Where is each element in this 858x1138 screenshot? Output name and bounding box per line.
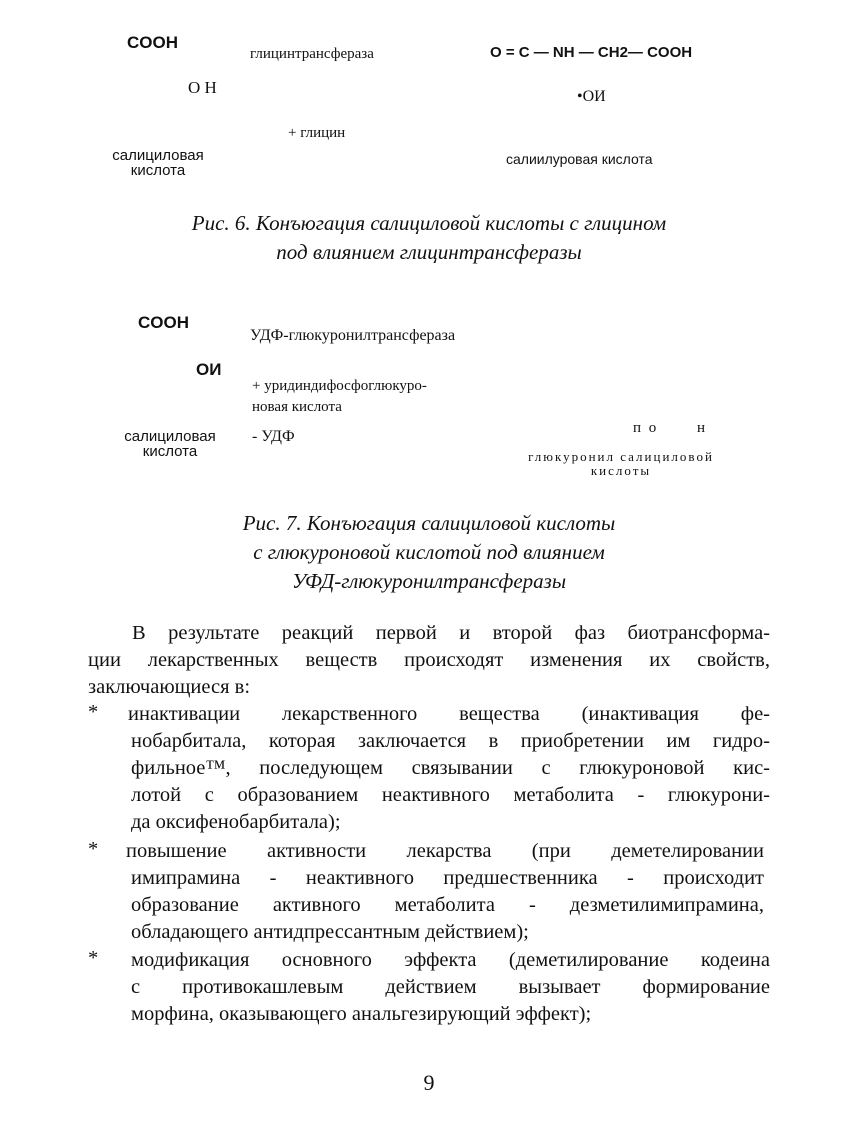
bullet-line: инактивации лекарственного вещества (инактивация фе- bbox=[128, 703, 770, 725]
reactant-cooh-label: COOH bbox=[127, 33, 178, 52]
product-name: салиилуровая кислота bbox=[506, 151, 653, 167]
bullet-marker: * bbox=[88, 701, 99, 723]
reactant-oh-label: O H bbox=[188, 78, 217, 97]
enzyme-label: глицинтрансфераза bbox=[250, 46, 374, 62]
bullet-line: нобарбитала, которая заключается в приобретении им гидро- bbox=[131, 730, 770, 752]
bullet-line: модификация основного эффекта (деметилирование кодеина bbox=[131, 949, 770, 971]
reagent-label: + глицин bbox=[288, 125, 346, 141]
intro-line: В результате реакций первой и второй фаз биотрансформа- bbox=[132, 622, 770, 644]
enzyme-label: УДФ-глюкуронилтрансфераза bbox=[250, 327, 456, 344]
reactant-cooh-label: COOH bbox=[138, 313, 189, 332]
bullet-line: обладающего антидпрессантным действием); bbox=[131, 921, 529, 943]
bullet-line: с противокашлевым действием вызывает формирование bbox=[131, 976, 770, 998]
product-fragment-right: н bbox=[697, 420, 706, 436]
bullet-line: морфина, оказывающего анальгезирующий эффект); bbox=[131, 1003, 592, 1025]
reactant-name: салициловая кислота bbox=[124, 428, 216, 460]
bullet-line: да оксифенобарбитала); bbox=[131, 811, 341, 833]
product-formula: O = C — NH — CH2— COOH bbox=[490, 44, 693, 61]
reactant-oh-label: OИ bbox=[196, 360, 222, 379]
intro-paragraph bbox=[88, 620, 770, 701]
bullet-line: лотой с образованием неактивного метаболита - глюкурони- bbox=[131, 784, 770, 806]
bullet-line: имипрамина - неактивного предшественника - происходит bbox=[131, 867, 764, 889]
product-fragment-left: п о bbox=[633, 420, 659, 436]
bullet-line: повышение активности лекарства (при деметелировании bbox=[126, 840, 764, 862]
bullet-line: образование активного метаболита - дезметилимипрамина, bbox=[131, 894, 764, 916]
page-number: 9 bbox=[423, 1070, 435, 1095]
bullet-line: фильное™, последующем связывании с глюкуроновой кис- bbox=[131, 757, 770, 779]
bullet-item bbox=[128, 701, 770, 836]
figure-6-caption: Рис. 6. Конъюгация салициловой кислоты с глицином под влиянием глицинтрансферазы bbox=[191, 211, 667, 264]
bullet-item bbox=[131, 947, 770, 1028]
bullet-item bbox=[126, 838, 764, 946]
figure-7-caption: Рис. 7. Конъюгация салициловой кислоты с глюкуроновой кислотой под влиянием УФД-глюкуронилтрансферазы bbox=[242, 511, 616, 593]
intro-line: ции лекарственных веществ происходят изменения их свойств, bbox=[88, 649, 770, 671]
reactant-name: салициловая кислота bbox=[112, 147, 204, 179]
product-name: глюкуронил салициловой кислоты bbox=[528, 449, 714, 478]
reagent-label: + уридиндифосфоглюкуро- новая кислота bbox=[252, 378, 427, 415]
product-oh-label: •OИ bbox=[577, 88, 606, 105]
bullet-marker: * bbox=[88, 838, 99, 860]
bullet-marker: * bbox=[88, 947, 99, 969]
intro-line: заключающиеся в: bbox=[88, 676, 251, 698]
byproduct-label: - УДФ bbox=[252, 428, 295, 445]
